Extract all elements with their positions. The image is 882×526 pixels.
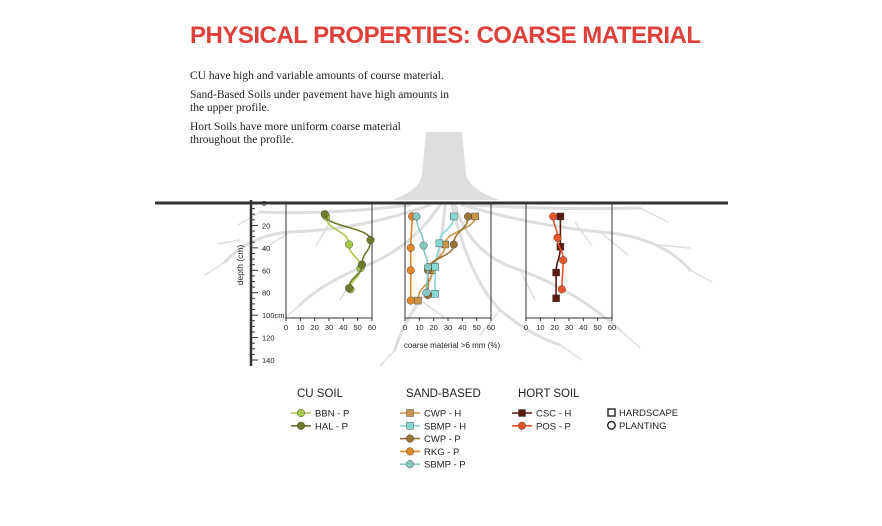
legend-label: CWP - P — [424, 434, 461, 446]
x-tick-label: 10 — [536, 323, 545, 332]
legend-marker — [297, 409, 305, 417]
data-point — [559, 256, 567, 264]
tree-trunk — [392, 132, 500, 200]
data-point — [423, 289, 431, 297]
legend-label: SBMP - P — [424, 459, 466, 471]
legend-marker — [406, 435, 414, 443]
depth-tick-label: 80 — [262, 288, 271, 298]
panel-1 — [403, 203, 495, 332]
legend-label: CSC - H — [536, 408, 572, 420]
data-point — [407, 297, 415, 305]
legend-group-title: CU SOIL — [297, 388, 344, 400]
x-tick-label: 20 — [429, 323, 438, 332]
legend-group-title: HORT SOIL — [518, 388, 580, 400]
data-point — [358, 261, 366, 269]
legend-marker — [297, 422, 305, 430]
data-point — [413, 213, 421, 221]
data-point — [450, 213, 457, 220]
series-line — [411, 216, 412, 300]
data-point — [472, 213, 479, 220]
key-square — [608, 409, 615, 416]
x-tick-label: 0 — [402, 323, 408, 332]
x-tick-label: 40 — [339, 323, 348, 332]
x-tick-label: 20 — [550, 323, 559, 332]
x-tick-label: 50 — [472, 323, 481, 332]
x-tick-label: 10 — [415, 323, 424, 332]
x-tick-label: 30 — [564, 323, 574, 332]
data-point — [450, 241, 458, 249]
legend-label: HAL - P — [315, 421, 348, 433]
data-point — [553, 295, 560, 302]
data-point — [558, 286, 566, 294]
x-tick-label: 50 — [593, 323, 602, 332]
data-point — [424, 263, 432, 271]
data-point — [414, 297, 421, 304]
legend-marker — [519, 410, 526, 417]
depth-tick-label: 60 — [262, 266, 271, 276]
data-point — [554, 234, 562, 242]
x-tick-label: 20 — [310, 323, 319, 332]
x-tick-label: 50 — [353, 323, 362, 332]
legend-label: POS - P — [536, 421, 571, 433]
x-tick-label: 0 — [523, 323, 529, 332]
data-point — [549, 213, 557, 221]
legend-label: SBMP - H — [424, 421, 467, 433]
data-point — [420, 242, 428, 250]
x-tick-label: 40 — [458, 323, 467, 332]
x-tick-label: 60 — [367, 323, 377, 332]
note-cu: CU have high and variable amounts of course material. — [190, 70, 444, 82]
depth-tick-label: 100cm — [262, 311, 285, 321]
x-tick-label: 30 — [443, 323, 453, 332]
x-tick-label: 60 — [486, 323, 496, 332]
legend-marker — [407, 422, 414, 429]
x-tick-label: 0 — [283, 323, 289, 332]
data-point — [432, 263, 439, 270]
y-axis-title: depth (cm) — [235, 244, 245, 286]
data-point — [557, 213, 564, 220]
legend-label: BBN - P — [315, 408, 350, 420]
legend-marker — [406, 460, 414, 468]
legend-group-title: SAND-BASED — [406, 388, 481, 400]
depth-tick-label: 20 — [262, 221, 271, 231]
page-title: PHYSICAL PROPERTIES: COARSE MATERIAL — [190, 22, 701, 49]
note-sand-based: Sand-Based Soils under pavement have high amounts in the upper profile. — [190, 88, 450, 114]
panel-frame — [526, 203, 612, 318]
data-point — [407, 266, 415, 274]
data-point — [464, 213, 472, 221]
legend-label: RKG - P — [424, 446, 460, 458]
x-axis-title: coarse material >6 mm (%) — [403, 341, 501, 350]
depth-ruler — [235, 199, 285, 366]
x-tick-label: 30 — [324, 323, 334, 332]
depth-tick-label: 140 — [262, 356, 275, 365]
x-tick-label: 40 — [579, 323, 588, 332]
data-point — [432, 290, 439, 297]
depth-tick-label: 40 — [262, 243, 271, 253]
legend-marker — [518, 422, 526, 430]
data-point — [345, 241, 353, 249]
key-circle — [608, 422, 616, 430]
data-point — [321, 210, 329, 218]
data-point — [345, 284, 353, 292]
key-label: HARDSCAPE — [619, 408, 679, 419]
x-tick-label: 60 — [607, 323, 617, 332]
key-label: PLANTING — [619, 420, 667, 432]
depth-tick-label: 0 — [262, 199, 267, 208]
data-point — [407, 244, 415, 252]
depth-tick-label: 120 — [262, 333, 275, 343]
legend-marker — [407, 410, 414, 417]
data-point — [553, 269, 560, 276]
x-tick-label: 10 — [296, 323, 305, 332]
legend-label: CWP - H — [424, 408, 462, 420]
data-point — [436, 240, 443, 247]
data-point — [367, 236, 375, 244]
legend-marker — [406, 448, 414, 456]
note-hort: Hort Soils have more uniform coarse material throughout the profile. — [190, 120, 401, 146]
